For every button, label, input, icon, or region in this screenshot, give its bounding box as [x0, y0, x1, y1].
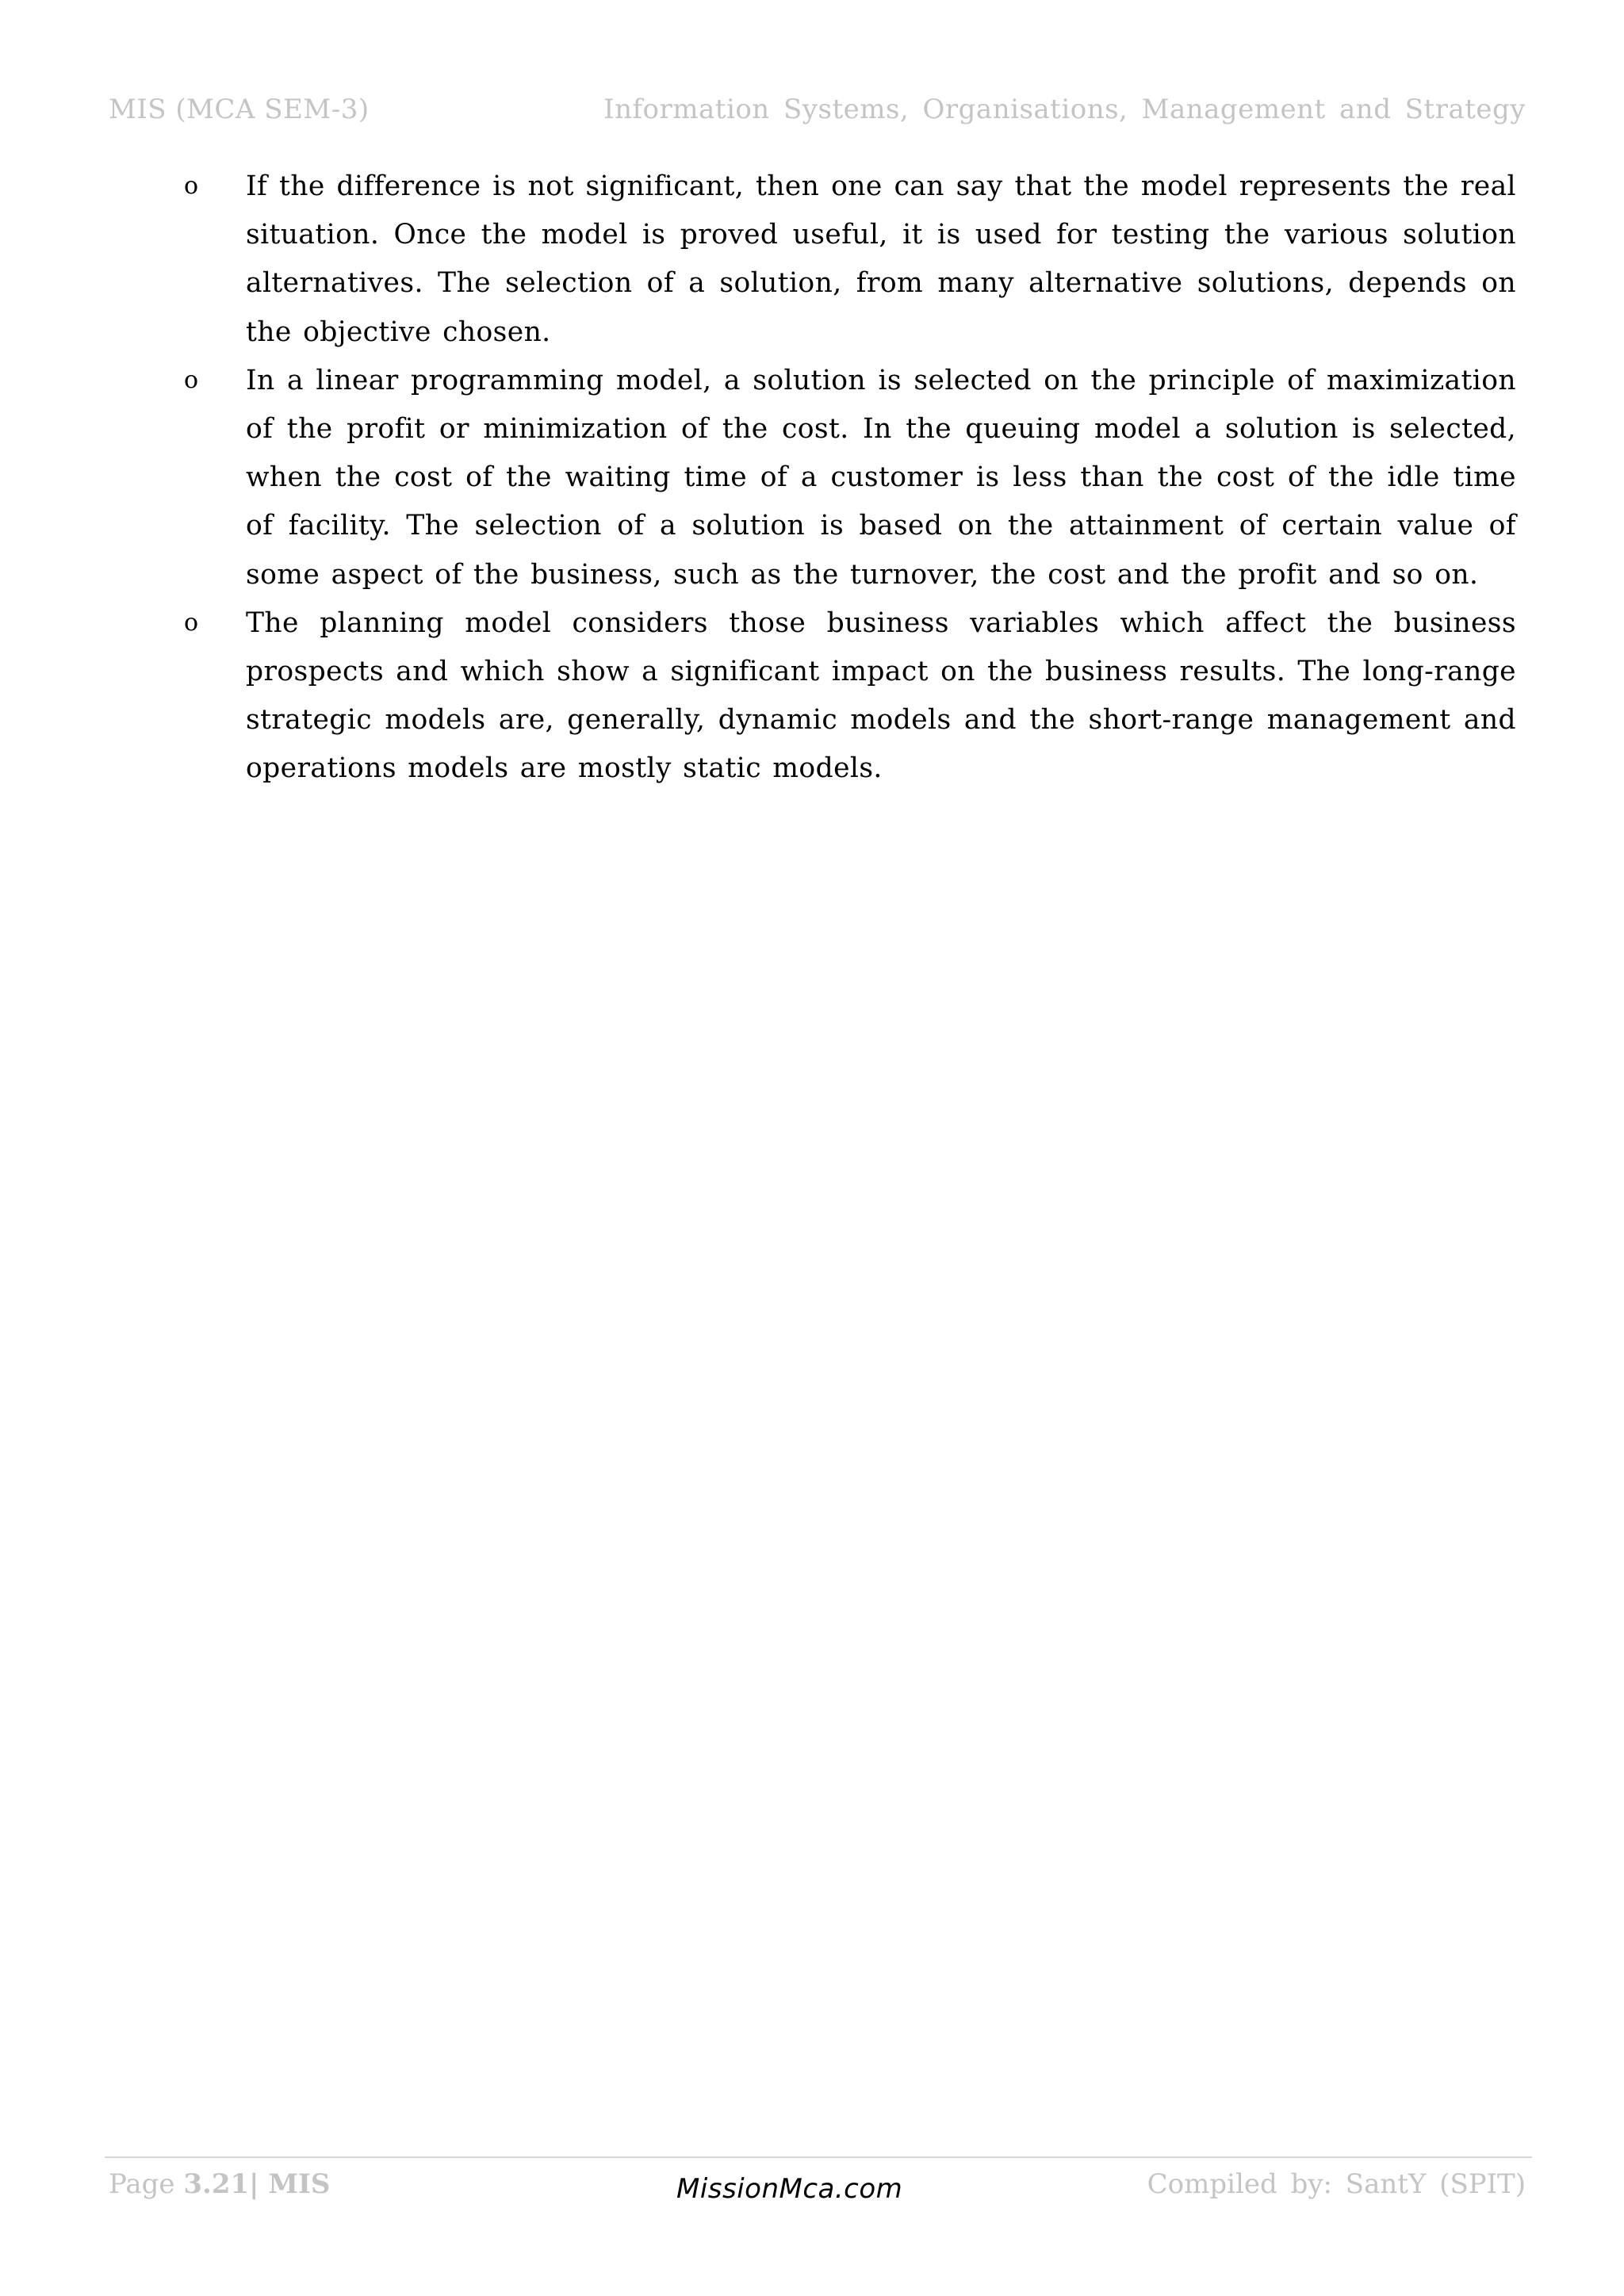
bullet-text: The planning model considers those business variables which affect the business prospects and which show a significant impact on the business results. The long-range strategic models are, generally, dynamic models and the short-range management and operations models are mostly static models.: [246, 607, 1516, 785]
list-item: [184, 163, 1516, 357]
bullet-marker: o: [184, 608, 199, 637]
page-footer: [109, 2168, 1526, 2216]
footer-page-number: 3.21|: [183, 2168, 259, 2200]
header-course-label: MIS (MCA SEM-3): [109, 94, 370, 125]
bullet-marker: o: [184, 365, 199, 394]
body-content: [184, 163, 1516, 794]
footer-compiler-credit: Compiled by: SantY (SPIT): [1147, 2168, 1526, 2200]
footer-divider: [105, 2156, 1532, 2158]
footer-page-prefix: Page: [109, 2168, 184, 2200]
footer-page-info: [109, 2168, 330, 2200]
list-item: [184, 357, 1516, 599]
list-item: [184, 599, 1516, 794]
header-chapter-title: Information Systems, Organisations, Management and Strategy: [603, 94, 1526, 125]
bullet-text: In a linear programming model, a solution is selected on the principle of maximization of the profit or minimization of the cost. In the queuing model a solution is selected, when the cost of the waiting time of a customer is less than the cost of the idle time of facility. The selection of a solution is based on the attainment of certain value of some aspect of the business, such as the turnover, the cost and the profit and so on.: [246, 364, 1516, 591]
bullet-marker: o: [184, 172, 199, 200]
page-header: [109, 94, 1526, 133]
bullet-list: [184, 163, 1516, 794]
site-logo: MissionMca.com: [676, 2173, 903, 2205]
bullet-text: If the difference is not significant, then one can say that the model represents the real situation. Once the model is proved useful, it is used for testing the various solution alternatives. The selection of a solution, from many alternative solutions, depends on the objective chosen.: [246, 170, 1516, 348]
footer-page-suffix: MIS: [259, 2168, 331, 2200]
